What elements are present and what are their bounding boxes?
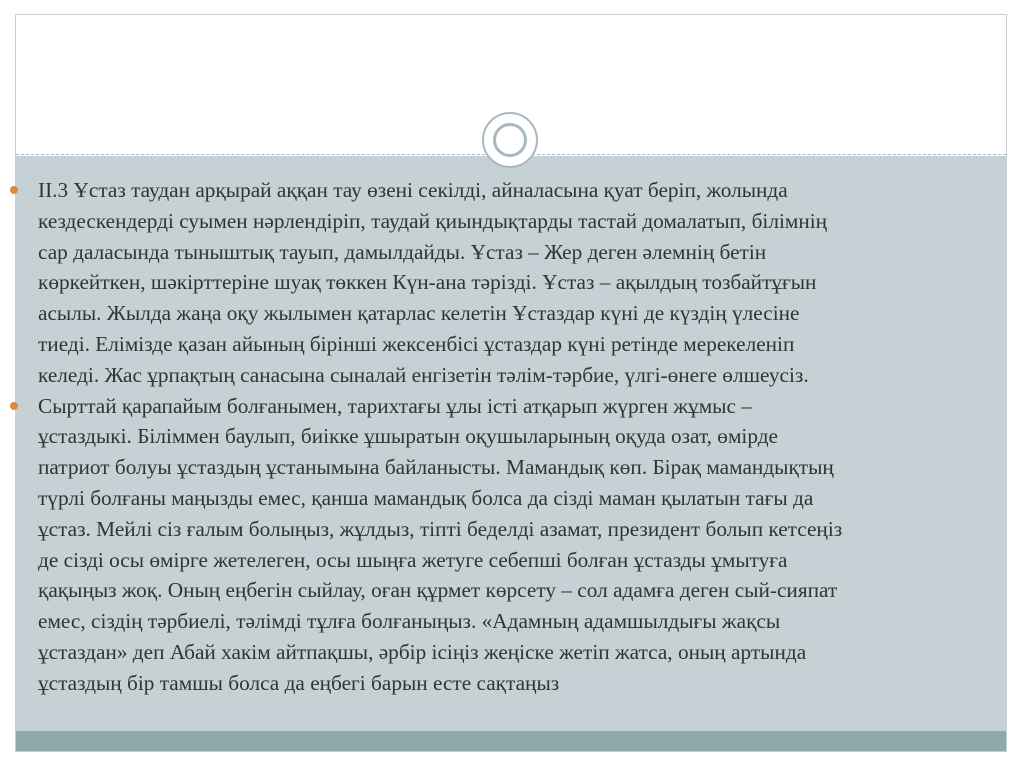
text-line: түрлі болғаны маңызды емес, қанша мамандық болса да сізді маман қылатын тағы да [38, 485, 814, 510]
paragraph-2 [38, 391, 1010, 699]
text-line: ұстаздан» деп Абай хакім айтпақшы, әрбір ісіңіз жеңіске жетіп жатса, оның артында [38, 639, 807, 664]
circle-ornament-inner [493, 123, 527, 157]
text-line: Сырттай қарапайым болғанымен, тарихтағы ұлы істі атқарып жүрген жұмыс – [38, 393, 752, 418]
text-line: ұстаздыкі. Біліммен баулып, биікке ұшыратын оқушыларының оқуда озат, өмірде [38, 424, 779, 449]
text-line: ұстаздың бір тамшы болса да еңбегі барын есте сақтаңыз [38, 670, 560, 695]
text-line: көркейткен, шәкірттеріне шуақ төккен Күн-ана тәрізді. Ұстаз – ақылдың тозбайтұғын [38, 270, 817, 295]
paragraph-1 [38, 175, 1010, 391]
text-line: емес, сіздің тәрбиелі, тәлімді тұлға болғаныңыз. «Адамның адамшылдығы жақсы [38, 609, 781, 634]
text-line: ұстаз. Мейлі сіз ғалым болыңыз, жұлдыз, тіпті беделді азамат, президент болып кетсеңіз [38, 516, 843, 541]
text-line: асылы. Жылда жаңа оқу жылымен қатарлас келетін Ұстаздар күні де күздің үлесіне [38, 301, 800, 326]
bullet-icon [10, 186, 18, 194]
footer-band [16, 731, 1006, 751]
bullet-icon [10, 402, 18, 410]
text-line: де сізді осы өмірге жетелеген, осы шыңға жетуге себепші болған ұстазды ұмытуға [38, 547, 788, 572]
circle-ornament-icon [482, 112, 538, 168]
text-line: келеді. Жас ұрпақтың санасына сыналай енгізетін тәлім-тәрбие, үлгі-өнеге өлшеусіз. [38, 362, 809, 387]
text-line: II.3 Ұстаз таудан арқырай аққан тау өзені секілді, айналасына қуат беріп, жолында [38, 178, 788, 202]
text-line: кездескендерді суымен нәрлендіріп, таудай қиындықтарды тастай домалатып, білімнің [38, 208, 828, 233]
text-line: тиеді. Елімізде қазан айының бірінші жексенбісі ұстаздар күні ретінде мерекеленіп [38, 331, 795, 356]
text-line: сар даласында тыныштық тауып, дамылдайды. Ұстаз – Жер деген әлемнің бетін [38, 239, 767, 264]
text-line: қақыңыз жоқ. Оның еңбегін сыйлау, оған құрмет көрсету – сол адамға деген сый-сияпат [38, 578, 838, 603]
text-line: патриот болуы ұстаздың ұстанымына байланысты. Мамандық көп. Бірақ мамандықтың [38, 455, 834, 480]
body-text-list [38, 175, 1010, 699]
